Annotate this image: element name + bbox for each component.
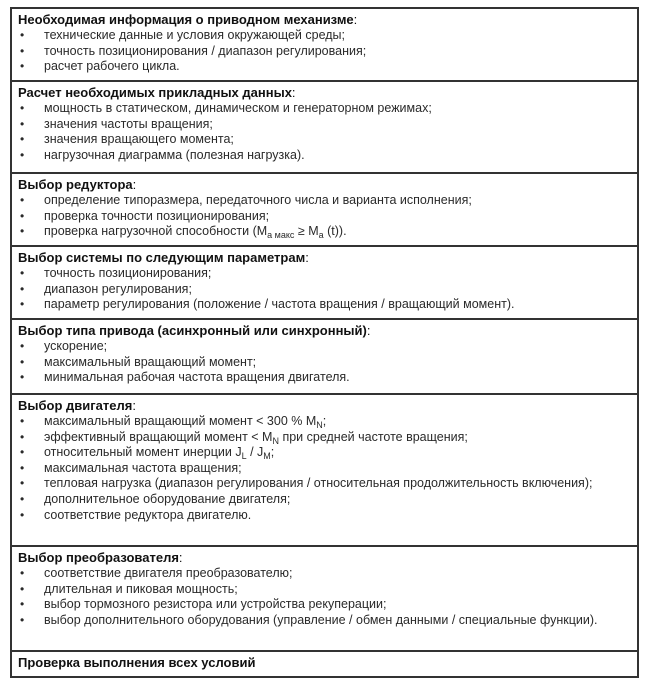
item-text: выбор дополнительного оборудования (управление / обмен данными / специальные функции). bbox=[44, 612, 598, 627]
bullet-icon: • bbox=[20, 370, 25, 385]
bullet-icon: • bbox=[20, 445, 25, 460]
item-list bbox=[18, 414, 631, 523]
section-title bbox=[18, 549, 631, 566]
subscript: N bbox=[316, 420, 323, 430]
bullet-icon: • bbox=[20, 460, 25, 475]
item-text: определение типоразмера, передаточного числа и варианта исполнения; bbox=[44, 193, 472, 207]
subscript: N bbox=[272, 435, 279, 446]
section-title bbox=[18, 322, 631, 339]
item-text: нагрузочная диаграмма (полезная нагрузка). bbox=[44, 147, 305, 162]
list-item bbox=[18, 44, 631, 60]
item-text: ускорение; bbox=[44, 339, 108, 353]
list-item bbox=[18, 101, 631, 117]
bullet-icon: • bbox=[20, 354, 25, 369]
list-item bbox=[18, 445, 631, 461]
list-item bbox=[18, 148, 631, 164]
item-text: мощность в статическом, динамическом и генераторном режимах; bbox=[44, 101, 432, 115]
section-title bbox=[18, 654, 631, 671]
item-list bbox=[18, 339, 631, 386]
bullet-icon: • bbox=[20, 507, 25, 522]
section-gearbox-selection bbox=[12, 174, 637, 247]
item-text: тепловая нагрузка (диапазон регулирования / относительная продолжительность включения); bbox=[44, 476, 593, 491]
bullet-icon: • bbox=[20, 612, 25, 627]
bullet-icon: • bbox=[20, 101, 25, 115]
list-item bbox=[18, 59, 631, 75]
list-item bbox=[18, 430, 631, 446]
item-text: при средней частоте вращения; bbox=[278, 429, 468, 444]
subscript: a bbox=[318, 230, 324, 241]
list-item bbox=[18, 339, 631, 355]
bullet-icon: • bbox=[20, 208, 25, 223]
title-colon: : bbox=[132, 177, 137, 192]
bullet-icon: • bbox=[20, 132, 25, 147]
section-drive-mechanism-info bbox=[12, 9, 637, 82]
list-item bbox=[18, 582, 631, 598]
title-colon: : bbox=[366, 323, 371, 338]
item-list bbox=[18, 101, 631, 163]
subscript: L bbox=[241, 451, 247, 462]
bullet-icon: • bbox=[20, 597, 25, 612]
section-title bbox=[18, 249, 631, 266]
item-text: максимальный вращающий момент; bbox=[44, 354, 257, 369]
bullet-icon: • bbox=[20, 429, 25, 444]
list-item bbox=[18, 266, 631, 282]
item-text: диапазон регулирования; bbox=[44, 281, 192, 296]
item-text: минимальная рабочая частота вращения двигателя. bbox=[44, 370, 350, 385]
bullet-icon: • bbox=[20, 414, 25, 428]
item-text: точность позиционирования / диапазон регулирования; bbox=[44, 43, 367, 58]
section-final-check bbox=[12, 652, 637, 676]
list-item bbox=[18, 613, 631, 629]
title-colon: : bbox=[291, 85, 296, 100]
item-text: / J bbox=[246, 445, 264, 460]
title-colon: : bbox=[132, 398, 136, 413]
item-text: расчет рабочего цикла. bbox=[44, 59, 180, 74]
title-text: Проверка выполнения всех условий bbox=[18, 655, 256, 670]
section-title bbox=[18, 84, 631, 101]
item-text: максимальный вращающий момент < 300 % M bbox=[44, 414, 317, 428]
item-text: значения частоты вращения; bbox=[44, 116, 213, 131]
section-title bbox=[18, 176, 631, 193]
item-text: проверка нагрузочной способности (M bbox=[44, 224, 268, 239]
list-item bbox=[18, 282, 631, 298]
bullet-icon: • bbox=[20, 266, 25, 280]
list-item bbox=[18, 209, 631, 225]
list-item bbox=[18, 297, 631, 313]
title-colon: : bbox=[353, 12, 358, 27]
title-text: Выбор системы по следующим параметрам bbox=[18, 250, 306, 265]
subscript: a макс bbox=[267, 230, 295, 241]
list-item bbox=[18, 597, 631, 613]
item-text: ; bbox=[270, 445, 275, 460]
list-item bbox=[18, 461, 631, 477]
item-list bbox=[18, 193, 631, 240]
section-system-parameters bbox=[12, 247, 637, 320]
bullet-icon: • bbox=[20, 491, 25, 506]
drive-selection-table bbox=[10, 7, 639, 678]
item-text: соответствие двигателя преобразователю; bbox=[44, 566, 293, 580]
item-text: параметр регулирования (положение / частота вращения / вращающий момент). bbox=[44, 297, 515, 312]
subscript: M bbox=[263, 451, 271, 462]
title-text: Выбор двигателя bbox=[18, 398, 133, 413]
bullet-icon: • bbox=[20, 28, 25, 42]
item-text: относительный момент инерции J bbox=[44, 445, 242, 460]
item-list bbox=[18, 266, 631, 313]
list-item bbox=[18, 476, 631, 492]
item-text: соответствие редуктора двигателю. bbox=[44, 507, 252, 522]
bullet-icon: • bbox=[20, 59, 25, 74]
title-text: Выбор преобразователя bbox=[18, 550, 179, 565]
list-item bbox=[18, 224, 631, 240]
list-item bbox=[18, 370, 631, 386]
bullet-icon: • bbox=[20, 297, 25, 312]
item-list bbox=[18, 28, 631, 75]
item-text: дополнительное оборудование двигателя; bbox=[44, 491, 291, 506]
list-item bbox=[18, 355, 631, 371]
list-item bbox=[18, 492, 631, 508]
list-item bbox=[18, 566, 631, 582]
item-text: ≥ M bbox=[294, 224, 319, 239]
bullet-icon: • bbox=[20, 147, 25, 162]
item-text: технические данные и условия окружающей среды; bbox=[44, 28, 346, 42]
title-text: Выбор редуктора bbox=[18, 177, 133, 192]
bullet-icon: • bbox=[20, 281, 25, 296]
section-title bbox=[18, 11, 631, 28]
title-text: Расчет необходимых прикладных данных bbox=[18, 85, 292, 100]
title-colon: : bbox=[305, 250, 309, 265]
item-text: значения вращающего момента; bbox=[44, 132, 234, 147]
list-item bbox=[18, 132, 631, 148]
item-text: проверка точности позиционирования; bbox=[44, 208, 270, 223]
title-colon: : bbox=[178, 550, 183, 565]
section-converter-selection bbox=[12, 547, 637, 652]
bullet-icon: • bbox=[20, 116, 25, 131]
section-title bbox=[18, 397, 631, 414]
list-item bbox=[18, 117, 631, 133]
list-item bbox=[18, 414, 631, 430]
section-motor-selection bbox=[12, 395, 637, 547]
bullet-icon: • bbox=[20, 43, 25, 58]
item-text: эффективный вращающий момент < M bbox=[44, 429, 273, 444]
item-text: максимальная частота вращения; bbox=[44, 460, 242, 475]
bullet-icon: • bbox=[20, 224, 25, 239]
bullet-icon: • bbox=[20, 581, 25, 596]
section-drive-type bbox=[12, 320, 637, 395]
item-text: длительная и пиковая мощность; bbox=[44, 581, 238, 596]
bullet-icon: • bbox=[20, 476, 25, 491]
bullet-icon: • bbox=[20, 339, 25, 353]
item-text: выбор тормозного резистора или устройства рекуперации; bbox=[44, 597, 387, 612]
item-text: ; bbox=[322, 414, 327, 428]
section-application-data bbox=[12, 82, 637, 174]
item-list bbox=[18, 566, 631, 628]
list-item bbox=[18, 508, 631, 524]
title-text: Выбор типа привода (асинхронный или синхронный) bbox=[18, 323, 367, 338]
bullet-icon: • bbox=[20, 193, 25, 207]
bullet-icon: • bbox=[20, 566, 25, 580]
list-item bbox=[18, 193, 631, 209]
list-item bbox=[18, 28, 631, 44]
item-text: (t)). bbox=[323, 224, 347, 239]
title-text: Необходимая информация о приводном механизме bbox=[18, 12, 354, 27]
item-text: точность позиционирования; bbox=[44, 266, 212, 280]
